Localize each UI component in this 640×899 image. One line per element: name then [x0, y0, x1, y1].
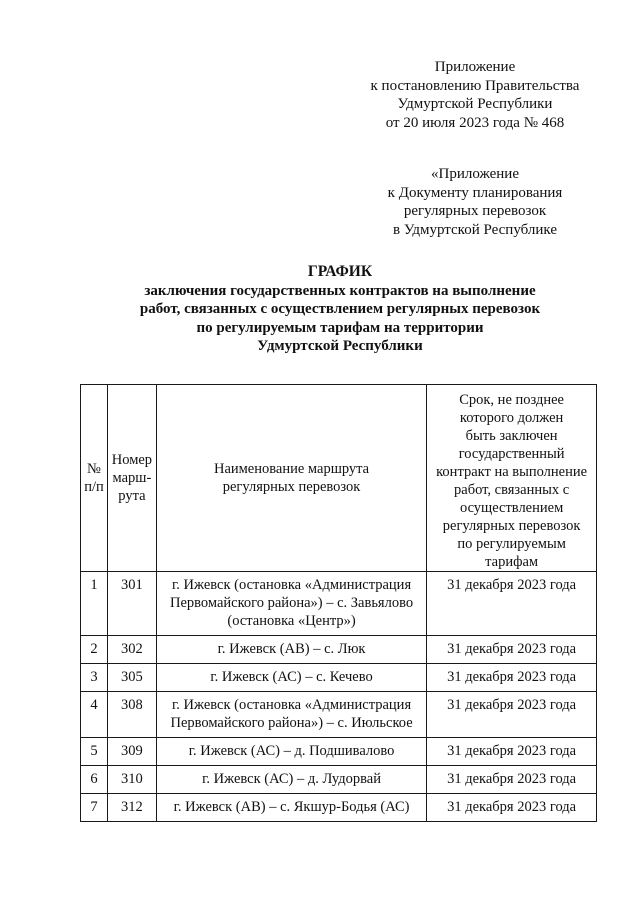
header-route-name: [156, 385, 426, 572]
table-row: [81, 572, 597, 636]
cell-route-number: 310: [107, 766, 156, 794]
appendix-document-line: регулярных перевозок: [403, 203, 547, 219]
cell-index: 7: [81, 794, 108, 822]
header-text: быть заключен: [465, 428, 558, 444]
route-name-line: г. Ижевск (АС) – с. Кечево: [210, 669, 373, 685]
header-text: №: [87, 461, 101, 477]
cell-route-number: 301: [107, 572, 156, 636]
route-name-line: г. Ижевск (остановка «Администрация: [172, 577, 412, 593]
table-row: [81, 692, 597, 738]
cell-route-number: 312: [107, 794, 156, 822]
table-row: [81, 766, 597, 794]
appendix-resolution-line: от 20 июля 2023 года № 468: [385, 114, 565, 131]
appendix-resolution-block: [345, 58, 605, 132]
header-text: контракт на выполнение: [436, 464, 588, 480]
cell-route-name: [156, 738, 426, 766]
cell-index: 2: [81, 636, 108, 664]
cell-index: 1: [81, 572, 108, 636]
cell-route-number: 305: [107, 664, 156, 692]
header-text: Срок, не позднее: [459, 392, 564, 408]
table-row: [81, 664, 597, 692]
title-main: ГРАФИК: [307, 263, 373, 280]
table-row: [81, 738, 597, 766]
header-index: [81, 385, 108, 572]
route-name-line: Первомайского района») – с. Июльское: [170, 715, 413, 731]
route-name-line: г. Ижевск (остановка «Администрация: [172, 697, 412, 713]
header-text: которого должен: [459, 410, 564, 426]
cell-deadline: 31 декабря 2023 года: [427, 794, 597, 822]
cell-route-number: 309: [107, 738, 156, 766]
cell-route-number: 302: [107, 636, 156, 664]
title-line: Удмуртской Республики: [257, 338, 423, 354]
document-title: [60, 263, 620, 356]
cell-deadline: 31 декабря 2023 года: [427, 766, 597, 794]
header-text: государственный: [458, 446, 565, 462]
cell-route-name: [156, 664, 426, 692]
appendix-resolution-line: к постановлению Правительства: [370, 77, 580, 94]
appendix-document-line: «Приложение: [430, 166, 519, 182]
table-header-row: [81, 385, 597, 572]
cell-route-name: [156, 636, 426, 664]
header-text: работ, связанных с: [454, 482, 570, 498]
route-name-line: г. Ижевск (АВ) – с. Якшур-Бодья (АС): [173, 799, 410, 815]
title-line: заключения государственных контрактов на выполнение: [144, 282, 536, 299]
header-text: регулярных перевозок: [222, 479, 361, 495]
route-name-line: Первомайского района») – с. Завьялово: [170, 595, 414, 611]
appendix-document-block: [345, 165, 605, 239]
header-deadline: [427, 385, 597, 572]
header-text: рута: [118, 488, 146, 504]
header-text: тарифам: [485, 554, 539, 570]
table-row: [81, 636, 597, 664]
header-text: по регулируемым: [457, 536, 566, 552]
cell-route-name: [156, 766, 426, 794]
header-text: марш-: [112, 470, 152, 486]
appendix-document-line: к Документу планирования: [387, 184, 563, 201]
appendix-resolution-line: Удмуртской Республики: [397, 96, 553, 112]
cell-route-name: [156, 572, 426, 636]
header-route-number: [107, 385, 156, 572]
cell-deadline: 31 декабря 2023 года: [427, 636, 597, 664]
header-text: п/п: [84, 479, 104, 495]
cell-deadline: 31 декабря 2023 года: [427, 572, 597, 636]
route-name-line: г. Ижевск (АВ) – с. Люк: [217, 641, 366, 657]
route-name-line: г. Ижевск (АС) – д. Подшивалово: [188, 743, 395, 759]
cell-deadline: 31 декабря 2023 года: [427, 738, 597, 766]
cell-deadline: 31 декабря 2023 года: [427, 664, 597, 692]
route-name-line: г. Ижевск (АС) – д. Лудорвай: [202, 771, 382, 787]
cell-index: 6: [81, 766, 108, 794]
appendix-document-line: в Удмуртской Республике: [393, 221, 557, 238]
cell-index: 4: [81, 692, 108, 738]
cell-index: 3: [81, 664, 108, 692]
header-text: осуществлением: [459, 500, 564, 516]
header-text: регулярных перевозок: [442, 518, 581, 534]
title-line: по регулируемым тарифам на территории: [196, 319, 484, 336]
header-text: Наименование маршрута: [213, 461, 370, 477]
route-name-line: (остановка «Центр»): [227, 613, 356, 629]
cell-route-name: [156, 794, 426, 822]
cell-index: 5: [81, 738, 108, 766]
title-line: работ, связанных с осуществлением регулярных перевозок: [139, 301, 541, 317]
cell-deadline: 31 декабря 2023 года: [427, 692, 597, 738]
header-text: Номер: [111, 452, 153, 468]
schedule-table: [80, 384, 597, 822]
cell-route-name: [156, 692, 426, 738]
cell-route-number: 308: [107, 692, 156, 738]
table-row: [81, 794, 597, 822]
appendix-resolution-line: Приложение: [434, 59, 516, 75]
